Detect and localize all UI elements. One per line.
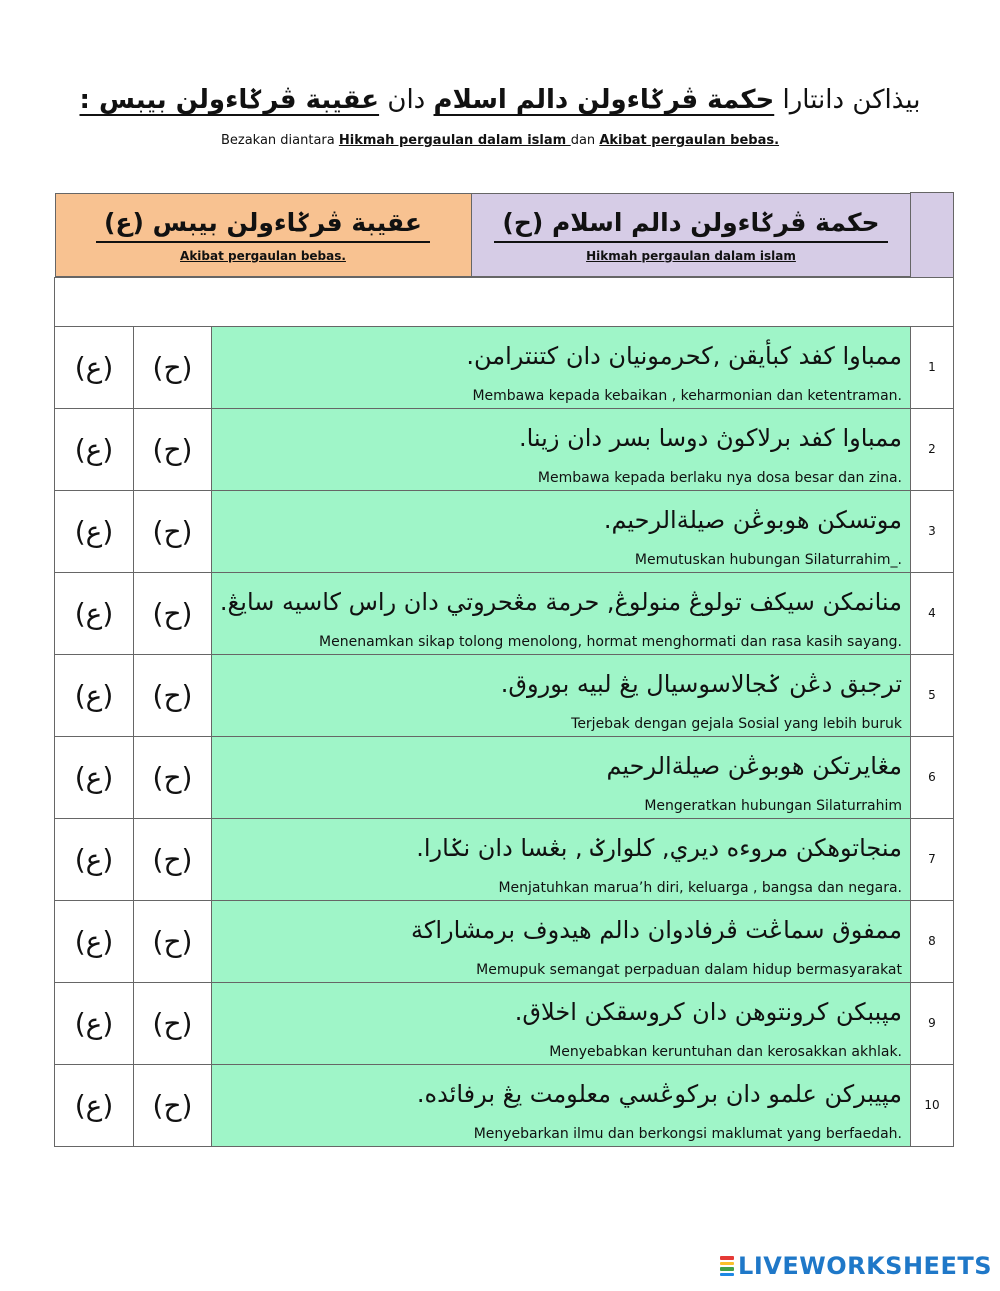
akibat-option[interactable]: (ع) <box>55 900 134 982</box>
row-number: 9 <box>911 982 954 1064</box>
hikmah-option[interactable]: (ح) <box>134 490 212 572</box>
statement-rumi: Memupuk semangat perpaduan dalam hidup bermasyarakat <box>476 961 902 978</box>
hikmah-header-title: حكمة ڤرݢاءولن دالم اسلام (ح) <box>494 208 887 243</box>
table-row <box>55 736 954 818</box>
statement-rumi: Menyebarkan ilmu dan berkongsi maklumat yang berfaedah. <box>473 1125 902 1142</box>
blank-row <box>55 277 954 326</box>
table-row <box>55 982 954 1064</box>
statement-rumi: Menenamkan sikap tolong menolong, hormat menghormati dan rasa kasih sayang. <box>319 633 902 650</box>
statement-cell <box>212 982 911 1064</box>
statement-cell <box>212 654 911 736</box>
table-row <box>55 572 954 654</box>
hikmah-option[interactable]: (ح) <box>134 572 212 654</box>
row-number: 8 <box>911 900 954 982</box>
statement-cell <box>212 818 911 900</box>
statement-jawi: ممباوا كفد برلاكوڽ دوسا بسر دان زينا. <box>518 423 902 452</box>
statement-rumi: Membawa kepada kebaikan , keharmonian dan ketentraman. <box>472 387 902 404</box>
statement-cell <box>212 572 911 654</box>
statement-cell <box>212 736 911 818</box>
hikmah-option[interactable]: (ح) <box>134 408 212 490</box>
akibat-option[interactable]: (ع) <box>55 818 134 900</box>
statement-rumi: Membawa kepada berlaku nya dosa besar dan zina. <box>537 469 902 486</box>
row-number: 1 <box>911 326 954 408</box>
hikmah-option[interactable]: (ح) <box>134 654 212 736</box>
table-row <box>55 900 954 982</box>
hikmah-option[interactable]: (ح) <box>134 818 212 900</box>
statement-rumi: Menjatuhkan marua’h diri, keluarga , bangsa dan negara. <box>498 879 902 896</box>
worksheet-title <box>0 80 1000 120</box>
table-row <box>55 490 954 572</box>
akibat-option[interactable]: (ع) <box>55 654 134 736</box>
hikmah-option[interactable]: (ح) <box>134 1064 212 1146</box>
row-number: 2 <box>911 408 954 490</box>
akibat-option[interactable]: (ع) <box>55 326 134 408</box>
statement-cell <box>212 408 911 490</box>
classification-table <box>54 192 954 1147</box>
akibat-header-subtitle: Akibat pergaulan bebas. <box>180 248 346 263</box>
title-hikmah: حكمة ڤرݢاءولن دالم اسلام <box>433 85 775 115</box>
hikmah-option[interactable]: (ح) <box>134 326 212 408</box>
subtitle-part-2: dan <box>570 133 600 148</box>
akibat-option[interactable]: (ع) <box>55 572 134 654</box>
statement-jawi: مڽيبركن علمو دان بركوڠسي معلومت يڠ برفائده. <box>416 1079 902 1108</box>
akibat-option[interactable]: (ع) <box>55 408 134 490</box>
table-row <box>55 654 954 736</box>
statement-cell <box>212 490 911 572</box>
statement-rumi: Memutuskan hubungan Silaturrahim_. <box>634 551 902 568</box>
hikmah-option[interactable]: (ح) <box>134 900 212 982</box>
row-number: 10 <box>911 1064 954 1146</box>
statement-jawi: منجاتوهكن مروءه ديري, كلوارݢ , بڠسا دان نݢارا. <box>416 833 902 862</box>
subtitle-hikmah: Hikmah pergaulan dalam islam <box>338 133 571 148</box>
blank-cell <box>55 277 954 326</box>
row-number: 4 <box>911 572 954 654</box>
table-row <box>55 1064 954 1146</box>
table-header-row <box>55 193 954 278</box>
statement-jawi: ترجبق دڠن ݢجالاسوسيال يڠ لبيه بوروق. <box>500 669 902 698</box>
statement-jawi: مڽببكن كرونتوهن دان كروسقكن اخلاق. <box>514 997 902 1026</box>
liveworksheets-logo <box>720 1253 992 1279</box>
logo-text: LIVEWORKSHEETS <box>738 1252 992 1280</box>
table-row <box>55 818 954 900</box>
statement-cell <box>212 900 911 982</box>
hikmah-option[interactable]: (ح) <box>134 736 212 818</box>
akibat-header <box>55 193 471 276</box>
title-part-2: دان <box>387 85 426 115</box>
statement-rumi: Mengeratkan hubungan Silaturrahim <box>644 797 902 814</box>
logo-icon <box>720 1255 734 1277</box>
worksheet-subtitle <box>0 133 1000 148</box>
statement-jawi: منانمكن سيكف تولوڠ منولوڠ, حرمة مڠحروتي دان راس كاسيه سايڠ. <box>219 587 902 616</box>
akibat-option[interactable]: (ع) <box>55 1064 134 1146</box>
row-number: 3 <box>911 490 954 572</box>
row-number: 7 <box>911 818 954 900</box>
hikmah-header <box>471 193 911 276</box>
statement-rumi: Terjebak dengan gejala Sosial yang lebih buruk <box>571 715 902 732</box>
title-part-1: بيذاكن دانتارا <box>782 85 921 115</box>
subtitle-akibat: Akibat pergaulan bebas. <box>599 133 780 148</box>
subtitle-part-1: Bezakan diantara <box>220 133 339 148</box>
akibat-option[interactable]: (ع) <box>55 982 134 1064</box>
hikmah-header-subtitle: Hikmah pergaulan dalam islam <box>586 248 796 263</box>
statement-jawi: ممباوا كفد كبأيقن ,كحرمونيان دان كتنترامن. <box>466 341 902 370</box>
row-number: 5 <box>911 654 954 736</box>
row-number: 6 <box>911 736 954 818</box>
statement-jawi: موتسكن هوبوڠن صيلةالرحيم. <box>603 505 902 534</box>
statement-cell <box>212 326 911 408</box>
title-akibat: عقيبة ڤرݢاءولن بيبس : <box>79 85 380 115</box>
akibat-option[interactable]: (ع) <box>55 736 134 818</box>
statement-cell <box>212 1064 911 1146</box>
akibat-header-title: عقيبة ڤرݢاءولن بيبس (ع) <box>96 208 430 243</box>
table-row <box>55 326 954 408</box>
statement-jawi: ممفوق سماڠت ڤرفادوان دالم هيدوف برمشاراكة <box>411 915 902 944</box>
hikmah-option[interactable]: (ح) <box>134 982 212 1064</box>
statement-rumi: Menyebabkan keruntuhan dan kerosakkan akhlak. <box>549 1043 902 1060</box>
table-row <box>55 408 954 490</box>
statement-jawi: مڠايرتكن هوبوڠن صيلةالرحيم <box>606 751 902 780</box>
number-header <box>911 193 954 278</box>
akibat-option[interactable]: (ع) <box>55 490 134 572</box>
